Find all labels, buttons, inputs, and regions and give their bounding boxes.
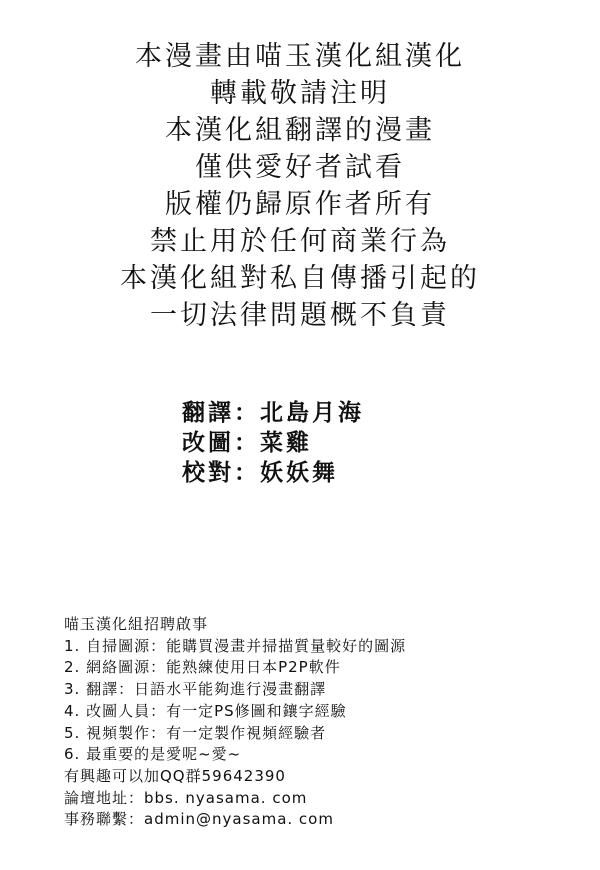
- disclaimer-line: 本漢化組翻譯的漫畫: [165, 115, 435, 146]
- disclaimer-line: 版權仍歸原作者所有: [165, 189, 435, 220]
- disclaimer-block: [0, 38, 600, 334]
- credit-proofreader: 校對：妖妖舞: [182, 460, 338, 486]
- credit-editor: 改圖：菜雞: [182, 430, 312, 456]
- recruitment-item: 5. 視頻製作：有一定製作視頻經驗者: [64, 723, 327, 742]
- recruitment-item: 4. 改圖人員：有一定PS修圖和鑲字經驗: [64, 701, 347, 720]
- recruitment-title: 喵玉漢化組招聘啟事: [64, 615, 209, 633]
- contact-email: 事務聯繫：admin@nyasama. com: [64, 810, 334, 829]
- forum-address: 論壇地址：bbs. nyasama. com: [64, 788, 308, 807]
- disclaimer-line: 一切法律問題概不負責: [150, 300, 450, 331]
- disclaimer-line: 本漫畫由喵玉漢化組漢化: [135, 41, 465, 72]
- disclaimer-line: 轉載敬請注明: [210, 78, 390, 109]
- staff-credits: [182, 398, 364, 488]
- qq-group-info: 有興趣可以加QQ群59642390: [64, 766, 286, 785]
- recruitment-notice: [64, 614, 406, 831]
- recruitment-item: 2. 網絡圖源：能熟練使用日本P2P軟件: [64, 658, 341, 677]
- recruitment-item: 1. 自掃圖源：能購買漫畫并掃描質量較好的圖源: [64, 636, 407, 655]
- recruitment-item: 3. 翻譯：日語水平能夠進行漫畫翻譯: [64, 680, 327, 699]
- recruitment-item: 6. 最重要的是愛呢~愛~: [64, 745, 242, 764]
- disclaimer-line: 僅供愛好者試看: [195, 152, 405, 183]
- disclaimer-line: 本漢化組對私自傳播引起的: [120, 263, 480, 294]
- credit-translator: 翻譯：北島月海: [182, 400, 364, 426]
- disclaimer-line: 禁止用於任何商業行為: [150, 226, 450, 257]
